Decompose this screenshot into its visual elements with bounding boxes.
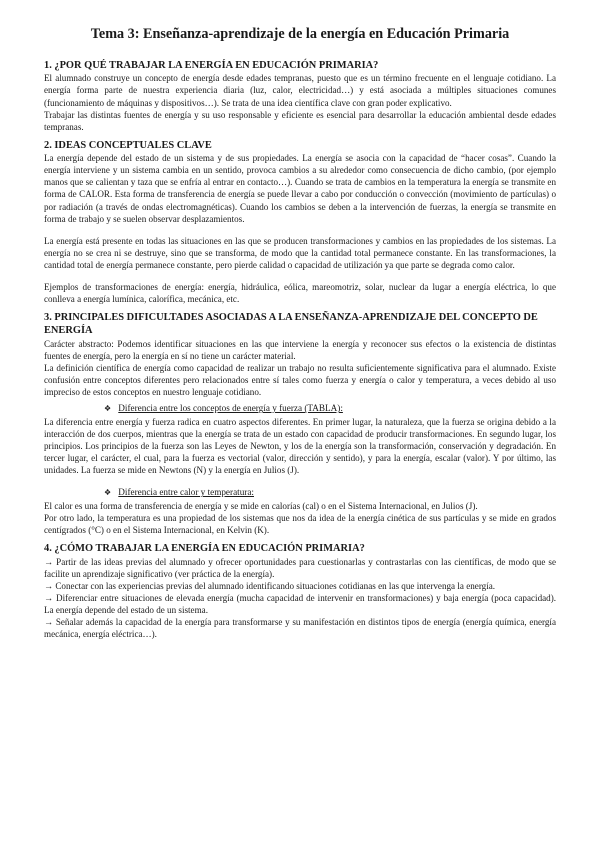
diamond-bullet-icon: ❖	[104, 404, 112, 414]
section-4-item-1: → Partir de las ideas previas del alumnado y ofrecer oportunidades para cuestionarlas y contrastarlas con las científicas, de modo que se facilite un aprendizaje significativo (ver práctica de la energía).	[44, 556, 556, 579]
section-4	[44, 542, 556, 640]
section-2-paragraph-1: La energía depende del estado de un sistema y de sus propiedades. La energía se asocia con la capacidad de “hacer cosas”. Cuando la energía interviene y un sistema cambia en un sentido, provoca cambios a su alrededor como consecuencia de dicho cambio, (por ejemplo manos que se calientan y taza que se enfría al entrar en contacto…). Cuando se trata de cambios en la temperatura la energía se transmite en forma de CALOR. Esta forma de transferencia de energía se puede llevar a cabo por conducción o convección (movimiento de partículas) o por radiación (a través de ondas electromagnéticas). Cuando los cambios se deben a la intervención de fuerzas, la energía se transmite en forma de trabajo y se suelen observar desplazamientos.	[44, 153, 556, 224]
subsection-heat-vs-temperature-label: Diferencia entre calor y temperatura:	[118, 487, 254, 498]
diamond-bullet-icon: ❖	[104, 488, 112, 498]
subsection-heat-vs-temperature-title	[44, 486, 556, 499]
subsection-heat-text-1: El calor es una forma de transferencia de energía y se mide en calorías (cal) o en el Sistema Internacional, en Julios (J).	[44, 500, 478, 511]
section-1-paragraph-1: El alumnado construye un concepto de energía desde edades tempranas, puesto que es un término frecuente en el lenguaje cotidiano. La energía forma parte de nuestra experiencia diaria (luz, calor, electricidad…) y está asociada a múltiples situaciones comunes (funcionamiento de máquinas y dispositivos…). Se trata de una idea científica clave con gran poder explicativo.	[44, 73, 556, 108]
section-1-paragraph-2: Trabajar las distintas fuentes de energía y su uso responsable y eficiente es esencial para desarrollar la educación ambiental desde edades tempranas.	[44, 109, 556, 132]
section-4-item-2: → Conectar con las experiencias previas del alumnado identificando situaciones cotidianas en las que intervenga la energía.	[44, 580, 496, 591]
section-3-paragraph-2: La definición científica de energía como capacidad de realizar un trabajo no resulta suficientemente significativa para el alumnado. Existe confusión entre conceptos diferentes pero relacionados entre sí tales como fuerza y energía o calor y temperatura, a veces debido al uso impreciso de estos conceptos en nuestro lenguaje cotidiano.	[44, 362, 556, 398]
section-1	[44, 59, 556, 133]
subsection-energy-vs-force-title	[44, 402, 556, 415]
subsection-energy-vs-force-label: Diferencia entre los conceptos de energía y fuerza (TABLA):	[118, 403, 343, 414]
section-3	[44, 311, 556, 536]
section-2	[44, 139, 556, 305]
section-4-item-3: → Diferenciar entre situaciones de elevada energía (mucha capacidad de intervenir en transformaciones) y baja energía (poca capacidad). La energía depende del estado de un sistema.	[44, 592, 556, 615]
page-title: Tema 3: Enseñanza-aprendizaje de la energía en Educación Primaria	[90, 26, 510, 42]
section-4-heading: 4. ¿CÓMO TRABAJAR LA ENERGÍA EN EDUCACIÓN PRIMARIA?	[44, 543, 365, 555]
section-2-paragraph-2: La energía está presente en todas las situaciones en las que se producen transformaciones y cambios en las propiedades de los sistemas. La energía no se crea ni se destruye, sino que se transforma, de modo que la cantidad total permanece constante. En las transformaciones, la cantidad total de energía permanece constante, pero pierde calidad o capacidad de utilización ya que parte se degrada como calor.	[44, 235, 556, 270]
section-3-paragraph-1: Carácter abstracto: Podemos identificar situaciones en las que interviene la energía y reconocer sus efectos o la existencia de distintas fuentes de energía, pero la energía en sí no tiene un carácter material.	[44, 338, 556, 361]
section-1-heading: 1. ¿POR QUÉ TRABAJAR LA ENERGÍA EN EDUCACIÓN PRIMARIA?	[44, 60, 379, 72]
subsection-heat-text-2: Por otro lado, la temperatura es una propiedad de los sistemas que nos da idea de la energía cinética de sus partículas y se mide en grados centígrados (°C) o en el Sistema Internacional, en Kelvin (K).	[44, 513, 556, 536]
section-4-item-4: → Señalar además la capacidad de la energía para transformarse y su manifestación en distintos tipos de energía (energía química, energía mecánica, energía eléctrica…).	[44, 617, 556, 640]
section-3-heading: 3. PRINCIPALES DIFICULTADES ASOCIADAS A LA ENSEÑANZA-APRENDIZAJE DEL CONCEPTO DE ENERGÍA	[44, 312, 538, 337]
section-2-heading: 2. IDEAS CONCEPTUALES CLAVE	[44, 139, 212, 151]
subsection-energy-vs-force-text: La diferencia entre energía y fuerza radica en cuatro aspectos diferentes. En primer lugar, la naturaleza, que la fuerza se origina debido a la interacción de dos cuerpos, mientras que la energía se trata de un estado con capacidad de producir transformaciones. En segundo lugar, los principios. Los principios de la fuerza son las Leyes de Newton, y los de la energía son la transformación, conservación y degradación. En tercer lugar, el carácter, el cual, para la fuerza es vectorial (valor, dirección y sentido), y para la energía, escalar (valor). Y por último, las unidades. La fuerza se mide en Newtons (N) y la energía en Julios (J).	[44, 416, 556, 476]
section-2-paragraph-3: Ejemplos de transformaciones de energía: energía, hidráulica, eólica, mareomotriz, solar, nuclear da lugar a energía eléctrica, lo que conlleva a energía lumínica, calorífica, mecánica, etc.	[44, 281, 556, 305]
